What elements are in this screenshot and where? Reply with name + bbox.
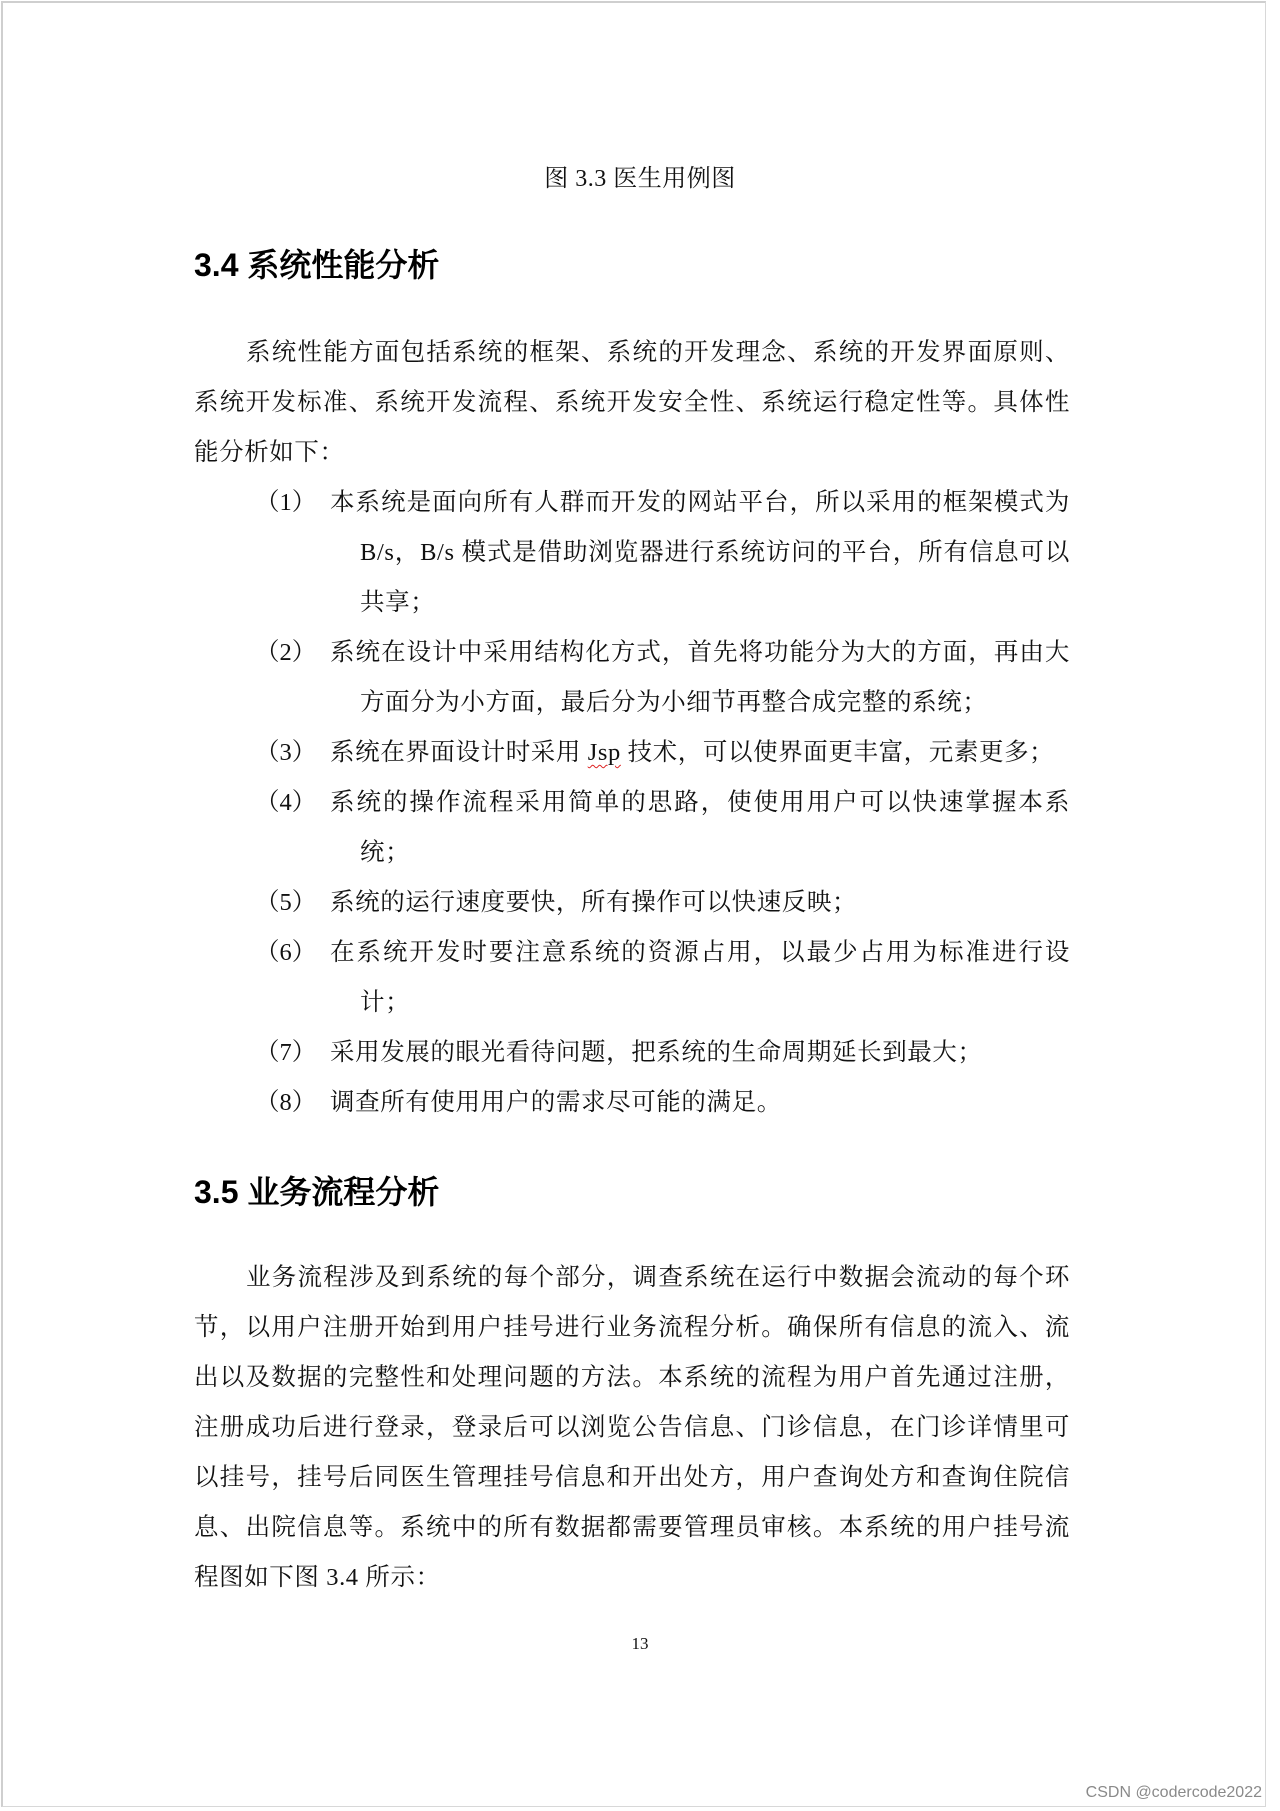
page-number: 13 (631, 1634, 649, 1653)
list-item-line: 方面分为小方面，最后分为小细节再整合成完整的系统； (360, 689, 988, 716)
list-item (255, 778, 1070, 878)
paragraph-line: 业务流程涉及到系统的每个部分，调查系统在运行中数据会流动的每个环 (246, 1264, 1070, 1291)
list-item-number: （3） (255, 739, 317, 766)
paragraph-line: 系统开发标准、系统开发流程、系统开发安全性、系统运行稳定性等。具体性 (194, 389, 1070, 416)
list-item-number: （4） (255, 789, 317, 816)
paragraph-line: 能分析如下： (194, 439, 345, 466)
list-item-number: （8） (255, 1089, 317, 1116)
paragraph-line: 出以及数据的完整性和处理问题的方法。本系统的流程为用户首先通过注册， (194, 1364, 1070, 1391)
performance-requirements-list (255, 478, 1070, 1128)
list-item-line: 系统的运行速度要快，所有操作可以快速反映； (330, 889, 858, 916)
list-item-number: （5） (255, 889, 317, 916)
list-item-line: 调查所有使用用户的需求尽可能的满足。 (330, 1089, 782, 1116)
paragraph-line: 程图如下图 3.4 所示： (194, 1564, 441, 1591)
section-heading-3-5: 3.5 业务流程分析 (194, 1174, 440, 1210)
list-item (255, 628, 1070, 728)
paragraph-line: 息、出院信息等。系统中的所有数据都需要管理员审核。本系统的用户挂号流 (194, 1514, 1070, 1541)
list-item-number: （7） (255, 1039, 317, 1066)
list-item (255, 1028, 1070, 1078)
list-item (255, 878, 1070, 928)
list-item-line: 系统在设计中采用结构化方式，首先将功能分为大的方面，再由大 (330, 639, 1070, 666)
list-item (255, 928, 1070, 1028)
paragraph-line: 以挂号，挂号后同医生管理挂号信息和开出处方，用户查询处方和查询住院信 (194, 1464, 1070, 1491)
section-heading-3-4: 3.4 系统性能分析 (194, 247, 440, 283)
list-item-line: 在系统开发时要注意系统的资源占用，以最少占用为标准进行设 (330, 939, 1070, 966)
list-item-line: 计； (360, 989, 411, 1016)
list-item-line: B/s，B/s 模式是借助浏览器进行系统访问的平台，所有信息可以 (360, 539, 1070, 566)
list-item (255, 1078, 1070, 1128)
list-item-line: 系统在界面设计时采用 Jsp 技术，可以使界面更丰富，元素更多； (330, 739, 1055, 766)
list-item-number: （1） (255, 489, 317, 516)
paragraph-line: 系统性能方面包括系统的框架、系统的开发理念、系统的开发界面原则、 (246, 339, 1070, 366)
watermark: CSDN @codercode2022 (1085, 1784, 1262, 1801)
list-item-line: 系统的操作流程采用简单的思路，使使用用户可以快速掌握本系 (330, 789, 1070, 816)
list-item-number: （2） (255, 639, 317, 666)
list-item-line: 采用发展的眼光看待问题，把系统的生命周期延长到最大； (330, 1039, 983, 1066)
list-item (255, 478, 1070, 628)
list-item-number: （6） (255, 939, 317, 966)
section-3-5-paragraph (194, 1253, 1070, 1603)
spellcheck-flagged-word: Jsp (587, 739, 621, 766)
list-item-line: 本系统是面向所有人群而开发的网站平台，所以采用的框架模式为 (330, 489, 1070, 516)
list-item (255, 728, 1070, 778)
list-item-line: 统； (360, 839, 411, 866)
section-3-4-intro-paragraph (194, 328, 1070, 478)
figure-caption: 图 3.3 医生用例图 (544, 166, 736, 192)
paragraph-line: 注册成功后进行登录，登录后可以浏览公告信息、门诊信息，在门诊详情里可 (194, 1414, 1070, 1441)
list-item-line: 共享； (360, 589, 436, 616)
paragraph-line: 节，以用户注册开始到用户挂号进行业务流程分析。确保所有信息的流入、流 (194, 1314, 1070, 1341)
